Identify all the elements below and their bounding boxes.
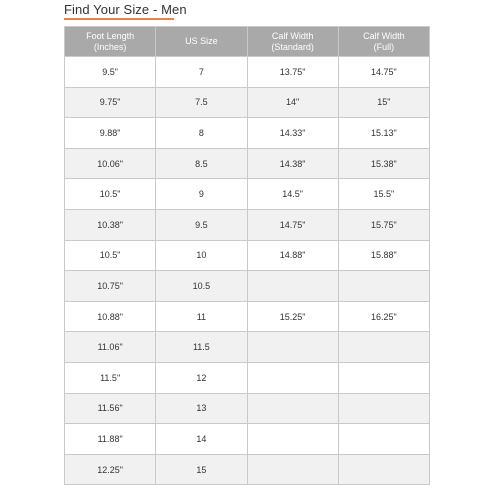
cell-foot-length: 10.5"	[65, 240, 156, 271]
table-row	[65, 118, 430, 149]
table-row	[65, 179, 430, 210]
header-calf-width-standard	[247, 27, 338, 57]
size-chart-table	[64, 26, 430, 485]
cell-calf-width-standard: 14.75"	[247, 209, 338, 240]
cell-us-size: 11.5	[156, 332, 247, 363]
cell-calf-width-full: 15.38"	[338, 148, 429, 179]
cell-us-size: 10.5	[156, 271, 247, 302]
cell-foot-length: 9.75"	[65, 87, 156, 118]
header-calf-width-full	[338, 27, 429, 57]
cell-calf-width-full	[338, 393, 429, 424]
cell-calf-width-standard: 14.5"	[247, 179, 338, 210]
cell-foot-length: 12.25"	[65, 454, 156, 485]
cell-us-size: 14	[156, 424, 247, 455]
table-row	[65, 240, 430, 271]
header-us-size	[156, 27, 247, 57]
cell-calf-width-standard: 14.33"	[247, 118, 338, 149]
cell-us-size: 10	[156, 240, 247, 271]
cell-calf-width-full: 15.75"	[338, 209, 429, 240]
table-header-row	[65, 27, 430, 57]
cell-calf-width-full: 14.75"	[338, 57, 429, 88]
cell-us-size: 7	[156, 57, 247, 88]
header-label: US Size	[185, 36, 218, 46]
title-underline	[64, 18, 174, 20]
cell-calf-width-full: 15.88"	[338, 240, 429, 271]
cell-calf-width-full: 15.13"	[338, 118, 429, 149]
cell-calf-width-standard	[247, 271, 338, 302]
cell-us-size: 8	[156, 118, 247, 149]
table-row	[65, 301, 430, 332]
table-row	[65, 271, 430, 302]
cell-calf-width-full	[338, 454, 429, 485]
cell-calf-width-standard: 15.25"	[247, 301, 338, 332]
header-label: (Standard)	[271, 41, 314, 52]
cell-calf-width-standard: 14"	[247, 87, 338, 118]
cell-us-size: 11	[156, 301, 247, 332]
cell-calf-width-full: 16.25"	[338, 301, 429, 332]
cell-calf-width-standard	[247, 424, 338, 455]
cell-us-size: 9	[156, 179, 247, 210]
table-row	[65, 57, 430, 88]
page-title: Find Your Size - Men	[64, 2, 187, 17]
cell-foot-length: 10.06"	[65, 148, 156, 179]
cell-calf-width-full: 15.5"	[338, 179, 429, 210]
cell-foot-length: 10.5"	[65, 179, 156, 210]
cell-us-size: 9.5	[156, 209, 247, 240]
cell-foot-length: 10.38"	[65, 209, 156, 240]
cell-foot-length: 11.5"	[65, 362, 156, 393]
cell-foot-length: 11.56"	[65, 393, 156, 424]
cell-calf-width-standard: 14.88"	[247, 240, 338, 271]
cell-foot-length: 10.75"	[65, 271, 156, 302]
cell-calf-width-full	[338, 332, 429, 363]
table-row	[65, 209, 430, 240]
cell-us-size: 13	[156, 393, 247, 424]
cell-foot-length: 11.06"	[65, 332, 156, 363]
cell-us-size: 7.5	[156, 87, 247, 118]
cell-foot-length: 10.88"	[65, 301, 156, 332]
cell-calf-width-standard	[247, 362, 338, 393]
cell-foot-length: 11.88"	[65, 424, 156, 455]
table-row	[65, 148, 430, 179]
header-label: (Inches)	[93, 41, 127, 52]
cell-us-size: 15	[156, 454, 247, 485]
table-row	[65, 332, 430, 363]
cell-foot-length: 9.5"	[65, 57, 156, 88]
cell-calf-width-standard: 13.75"	[247, 57, 338, 88]
cell-calf-width-full: 15"	[338, 87, 429, 118]
header-foot-length	[65, 27, 156, 57]
table-row	[65, 393, 430, 424]
header-label: Calf Width	[271, 30, 314, 41]
header-label: Foot Length	[86, 30, 135, 41]
cell-foot-length: 9.88"	[65, 118, 156, 149]
cell-us-size: 8.5	[156, 148, 247, 179]
cell-us-size: 12	[156, 362, 247, 393]
header-label: (Full)	[373, 41, 395, 52]
cell-calf-width-standard	[247, 332, 338, 363]
table-row	[65, 454, 430, 485]
cell-calf-width-full	[338, 424, 429, 455]
table-row	[65, 87, 430, 118]
table-row	[65, 424, 430, 455]
table-body	[65, 57, 430, 485]
cell-calf-width-full	[338, 362, 429, 393]
table-row	[65, 362, 430, 393]
cell-calf-width-standard	[247, 454, 338, 485]
cell-calf-width-standard: 14.38"	[247, 148, 338, 179]
header-label: Calf Width	[363, 30, 405, 41]
cell-calf-width-full	[338, 271, 429, 302]
cell-calf-width-standard	[247, 393, 338, 424]
